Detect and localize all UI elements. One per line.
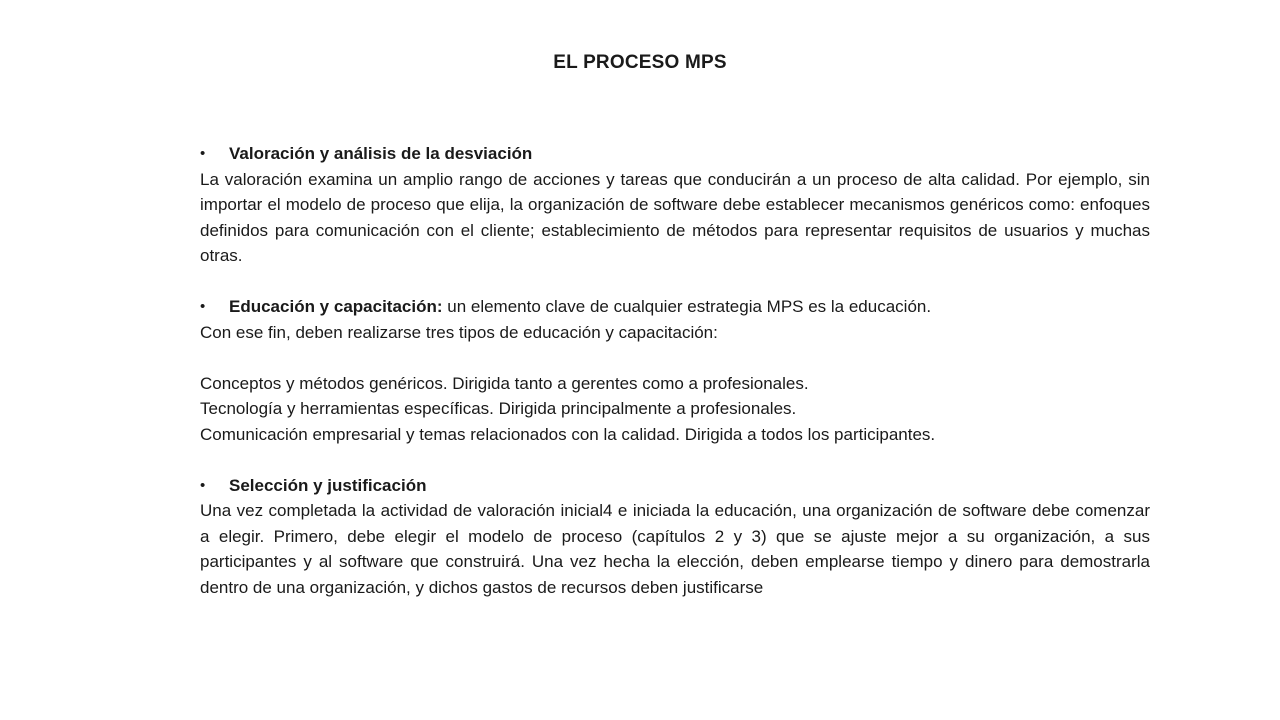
slide-title: EL PROCESO MPS bbox=[553, 52, 727, 73]
section-seleccion-heading bbox=[200, 473, 1150, 499]
slide-body bbox=[200, 141, 1150, 600]
education-type-item: Conceptos y métodos genéricos. Dirigida tanto a gerentes como a profesionales. bbox=[200, 373, 809, 393]
section-valoracion-heading bbox=[200, 141, 1150, 167]
section-valoracion-paragraph: La valoración examina un amplio rango de acciones y tareas que conducirán a un proceso de alta calidad. Por ejemplo, sin importar el modelo de proceso que elija, la organización de software debe establecer mecanismos genéricos como: enfoques definidos para comunicación con el cliente; establecimiento de métodos para representar requisitos de usuarios y muchas otras. bbox=[200, 169, 1150, 265]
bullet-dot-icon: • bbox=[200, 145, 206, 162]
section-heading-rest: un elemento clave de cualquier estrategia MPS es la educación. bbox=[442, 297, 932, 316]
spacer bbox=[200, 345, 1150, 371]
section-heading: Selección y justificación bbox=[229, 475, 427, 495]
education-type-item: Tecnología y herramientas específicas. Dirigida principalmente a profesionales. bbox=[200, 399, 797, 418]
section-seleccion-paragraph: Una vez completada la actividad de valoración inicial4 e iniciada la educación, una organización de software debe comenzar a elegir. Primero, debe elegir el modelo de proceso (capítulos 2 y 3) que se ajuste mejor a su organización, a sus participantes y al software que construirá. Una vez hecha la elección, deben emplearse tiempo y dinero para demostrarla dentro de una organización, y dichos gastos de recursos deben justificarse bbox=[200, 501, 1150, 597]
section-heading: Valoración y análisis de la desviación bbox=[229, 144, 533, 163]
bullet-dot-icon: • bbox=[200, 298, 206, 315]
spacer bbox=[200, 447, 1150, 473]
section-educacion-heading bbox=[200, 294, 1150, 320]
section-heading: Educación y capacitación: bbox=[229, 297, 443, 316]
section-educacion-intro: Con ese fin, deben realizarse tres tipos de educación y capacitación: bbox=[200, 322, 718, 342]
education-type-item: Comunicación empresarial y temas relacionados con la calidad. Dirigida a todos los participantes. bbox=[200, 424, 936, 444]
spacer bbox=[200, 269, 1150, 295]
bullet-dot-icon: • bbox=[200, 476, 206, 494]
